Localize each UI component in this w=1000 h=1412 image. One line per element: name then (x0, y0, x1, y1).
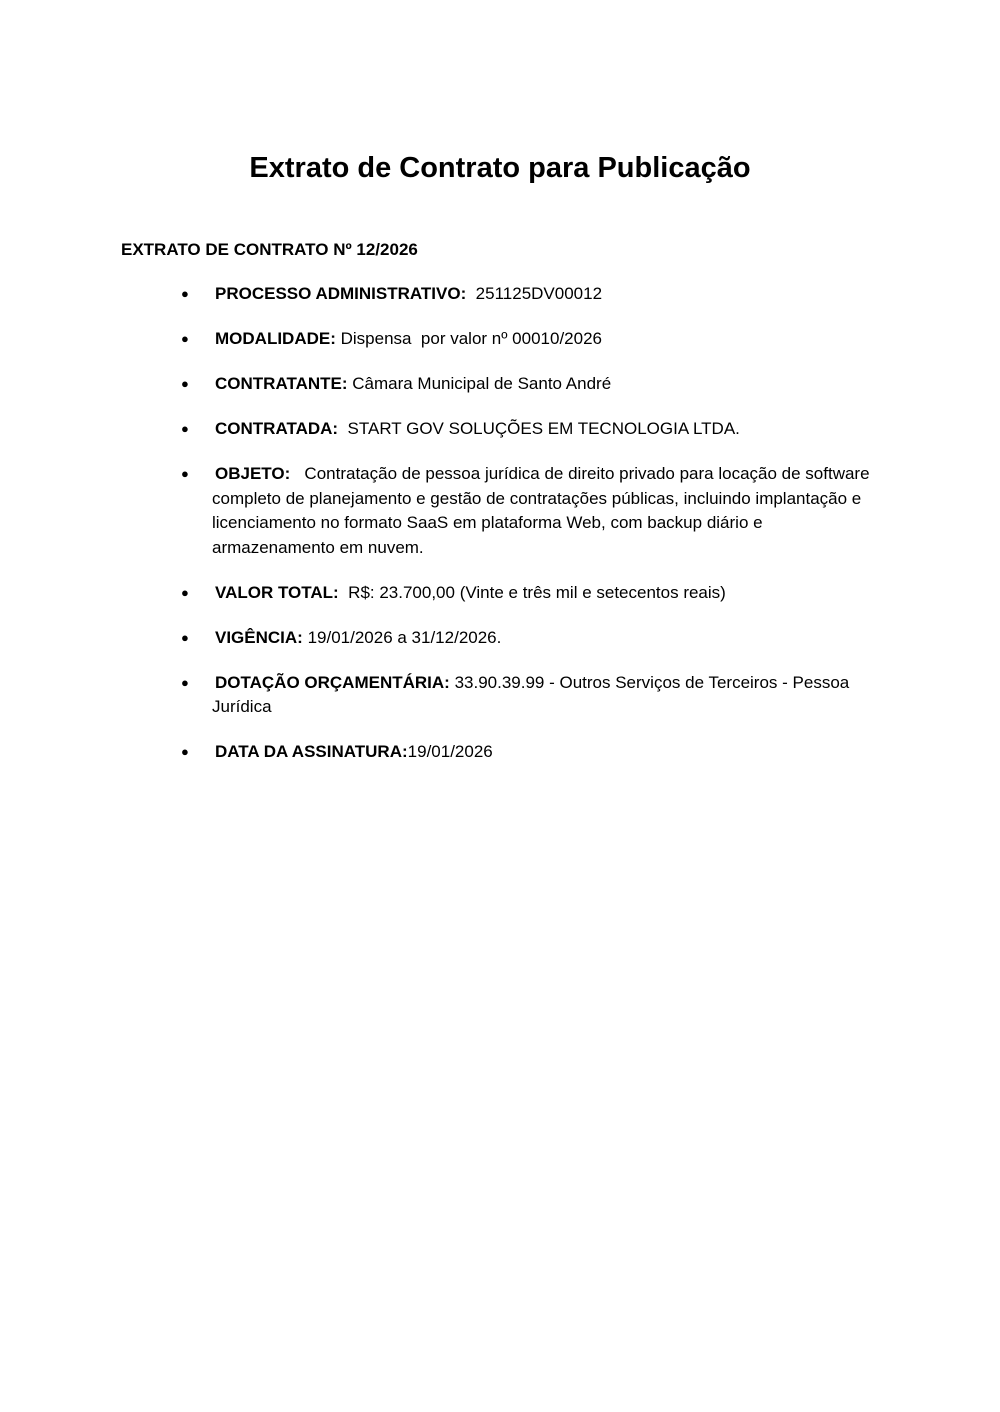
field-vigencia (0, 626, 877, 651)
field-value: Câmara Municipal de Santo André (347, 374, 612, 393)
field-value: 251125DV00012 (466, 284, 603, 303)
field-value: R$: 23.700,00 (Vinte e três mil e setecentos reais) (338, 582, 726, 602)
field-value: START GOV SOLUÇÕES EM TECNOLOGIA LTDA. (338, 419, 740, 438)
field-value: 19/01/2026 (407, 742, 493, 761)
bullet-icon: ● (181, 629, 189, 645)
field-value: 33.90.39.99 - Outros Serviços de Terceiros - Pessoa Jurídica (212, 672, 854, 716)
field-label: OBJETO: (215, 464, 291, 483)
bullet-icon: ● (181, 421, 189, 436)
extract-heading: EXTRATO DE CONTRATO Nº 12/2026 (121, 240, 418, 259)
field-label: VALOR TOTAL: (215, 582, 339, 602)
field-value: Dispensa por valor nº 00010/2026 (335, 329, 602, 348)
field-label: DOTAÇÃO ORÇAMENTÁRIA: (215, 672, 450, 692)
bullet-icon: ● (181, 674, 189, 690)
contract-fields-list (0, 282, 1000, 785)
bullet-icon: ● (181, 376, 189, 391)
field-valor-total (0, 581, 877, 606)
field-value: 19/01/2026 a 31/12/2026. (302, 627, 502, 647)
field-objeto (0, 462, 877, 560)
field-dotacao-orcamentaria (0, 671, 877, 720)
field-label: VIGÊNCIA: (215, 627, 303, 647)
field-modalidade (0, 327, 877, 352)
field-label: CONTRATANTE: (215, 374, 348, 393)
bullet-icon: ● (181, 286, 189, 301)
field-contratada (0, 417, 877, 442)
field-label: MODALIDADE: (215, 329, 336, 348)
bullet-icon: ● (181, 744, 189, 759)
field-label: CONTRATADA: (215, 419, 339, 438)
field-data-da-assinatura (0, 740, 877, 765)
document-title: Extrato de Contrato para Publicação (249, 152, 751, 184)
field-value: Contratação de pessoa jurídica de direito privado para locação de software completo de planejamento e gestão de contratações públicas, incluindo implantação e licenciamento no formato SaaS em plataforma Web, com backup diário e armazenamento em nuvem. (212, 464, 875, 557)
bullet-icon: ● (181, 466, 189, 481)
field-label: DATA DA ASSINATURA: (215, 742, 408, 761)
field-processo-administrativo (0, 282, 877, 307)
bullet-icon: ● (181, 584, 189, 600)
field-label: PROCESSO ADMINISTRATIVO: (215, 284, 467, 303)
bullet-icon: ● (181, 331, 189, 346)
field-contratante (0, 372, 877, 397)
